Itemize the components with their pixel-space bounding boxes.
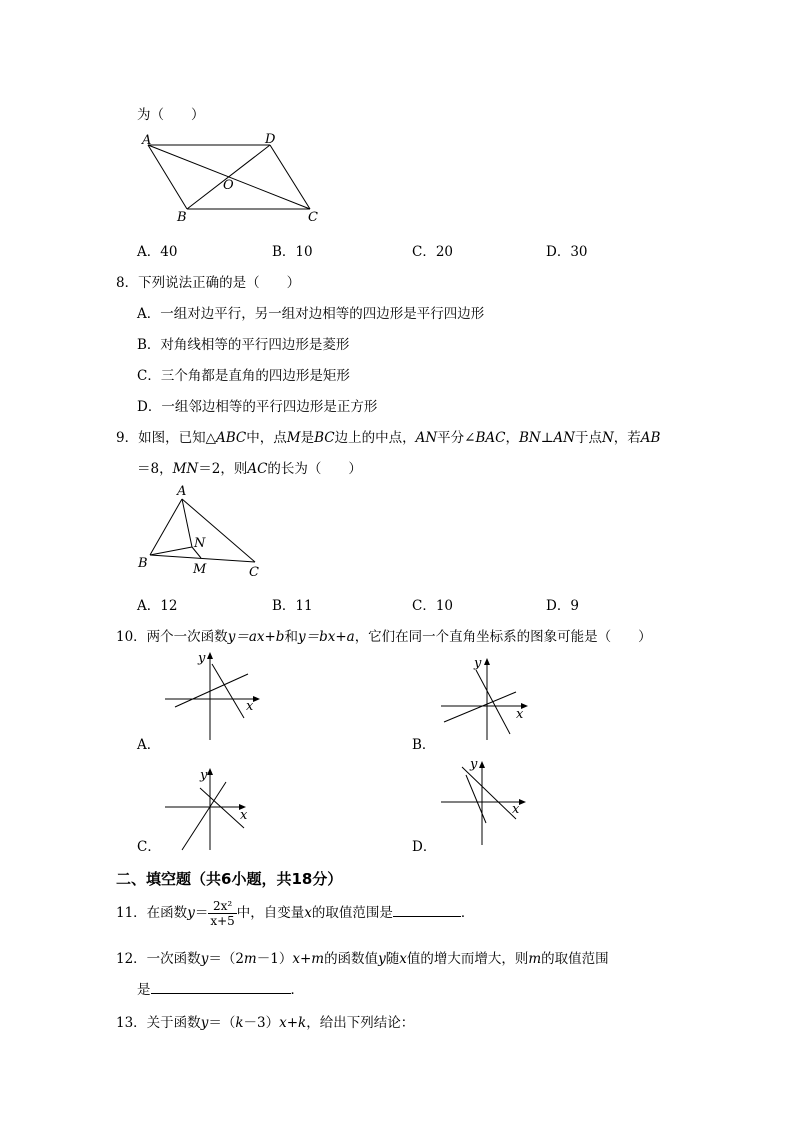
q7-stem-tail: 为（ ） [137, 107, 205, 123]
q9-option-c: C．10 [412, 598, 454, 614]
q8-option-d: D．一组邻边相等的平行四边形是正方形 [137, 399, 378, 415]
q9-option-b: B．11 [272, 598, 313, 614]
graph-line-1 [466, 775, 486, 823]
axis-label-y: y [200, 768, 208, 783]
label-D: D [265, 132, 276, 147]
q7-option-a: A．40 [137, 244, 178, 260]
q10-option-b: B． [412, 737, 436, 753]
q9-option-a: A．12 [137, 598, 178, 614]
q11-answer-blank[interactable] [393, 902, 461, 917]
y-axis-arrow [207, 768, 213, 775]
q8-option-b: B．对角线相等的平行四边形是菱形 [137, 337, 350, 353]
side-ac [182, 499, 255, 562]
q12-stem-line1: 12．一次函数y＝（2m－1）x+m的函数值y随x值的增大而增大，则m的取值范围 [116, 951, 609, 967]
y-axis-arrow [484, 658, 490, 665]
q10-option-c: C． [137, 839, 161, 855]
side-dc [270, 145, 310, 209]
section-2-heading: 二、填空题（共6小题，共18分） [116, 870, 343, 888]
axis-label-x: x [516, 707, 524, 722]
axis-label-x: x [240, 808, 248, 823]
q10-graph-a [160, 648, 265, 743]
q13-stem: 13．关于函数y＝（k－3）x+k，给出下列结论： [116, 1015, 415, 1031]
label-A: A [142, 133, 152, 148]
q8-stem: 8．下列说法正确的是（ ） [116, 275, 301, 291]
graph-line-2 [212, 664, 244, 718]
diagonal-bd [187, 145, 270, 209]
graph-line-2 [200, 788, 244, 828]
label-N: N [194, 536, 206, 551]
graph-line-2 [462, 767, 516, 819]
axis-label-y: y [474, 656, 482, 671]
q7-option-b: B．10 [272, 244, 313, 260]
q7-parallelogram-figure [130, 128, 330, 228]
q9-triangle-figure [130, 482, 275, 582]
x-axis-arrow [519, 799, 526, 805]
label-B: B [177, 210, 187, 225]
q10-graph-b [436, 652, 541, 747]
label-C: C [249, 565, 259, 580]
label-B: B [138, 556, 148, 571]
q8-option-c: C．三个角都是直角的四边形是矩形 [137, 368, 350, 384]
graph-line-1 [444, 692, 516, 722]
q12-stem-line2: 是 ． [137, 978, 304, 998]
label-M: M [193, 562, 207, 577]
axis-label-y: y [198, 651, 206, 666]
q8-option-a: A．一组对边平行，另一组对边相等的四边形是平行四边形 [137, 306, 485, 322]
label-A: A [177, 484, 187, 499]
graph-line-2 [476, 670, 510, 734]
q11-fraction: $\frac{\text{2x²}}{x+5}$ [210, 899, 235, 928]
axis-label-x: x [512, 802, 520, 817]
q10-option-a: A． [137, 737, 161, 753]
q9-stem-line2: ＝8，MN＝2，则AC的长为（ ） [137, 461, 362, 477]
q7-option-c: C．20 [412, 244, 454, 260]
axis-label-x: x [246, 699, 254, 714]
label-O: O [223, 178, 234, 193]
y-axis-arrow [479, 761, 485, 768]
q9-option-d: D．9 [546, 598, 579, 614]
y-axis-arrow [207, 652, 213, 659]
label-C: C [308, 210, 318, 225]
side-ab [150, 499, 182, 555]
segment-bn [150, 547, 192, 555]
q7-option-d: D．30 [546, 244, 588, 260]
q9-stem-line1: 9．如图，已知△ABC中，点M是BC边上的中点，AN平分∠BAC，BN⊥AN于点N，若AB [116, 430, 661, 446]
q10-option-d: D． [412, 839, 437, 855]
graph-line-1 [175, 674, 248, 707]
side-bc [150, 555, 255, 562]
q11-stem: 11．在函数y＝ $\frac{\text{2x²}}{x+5}$ 中，自变量x的取值范围是 ． [116, 899, 475, 928]
q10-stem: 10．两个一次函数y＝ax+b和y＝bx+a，它们在同一个直角坐标系的图象可能是（ ） [116, 629, 652, 645]
q10-graph-d [436, 755, 541, 850]
side-ab [148, 145, 187, 209]
q12-answer-blank[interactable] [151, 979, 291, 994]
x-axis-arrow [253, 696, 260, 702]
q10-graph-c [160, 762, 265, 857]
axis-label-y: y [470, 757, 478, 772]
